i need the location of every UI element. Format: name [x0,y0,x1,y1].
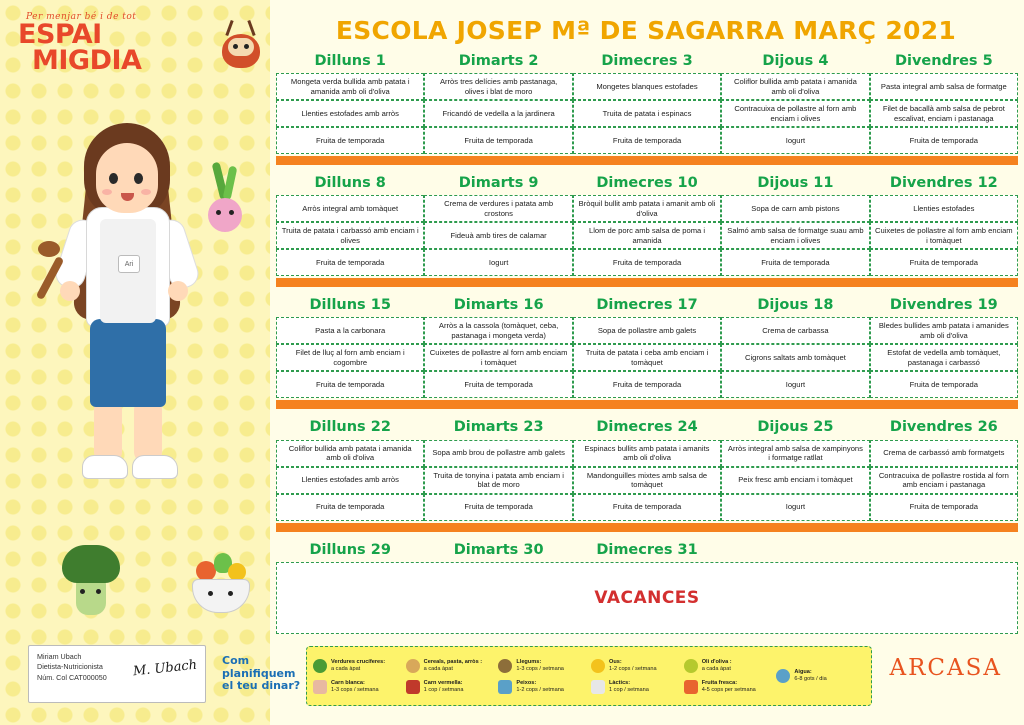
legend-label [702,680,756,694]
legend-title: Cereals, pasta, arròs : [423,658,483,665]
menu-week [276,416,1018,531]
logo-line2: MIGDIA [32,44,142,76]
legend-item [591,680,680,694]
day-header: Dijous 11 [757,175,834,192]
fish-icon [498,680,512,694]
menu-cell: Iogurt [424,249,572,276]
day-header: Divendres 26 [889,419,998,436]
red-meat-icon [406,680,420,694]
legend-sub: 6-8 gots / dia [794,676,827,682]
legend-sub: 1 cop / setmana [423,686,464,693]
legend-title: Fruita fresca: [701,679,738,686]
food-group-legend [306,646,872,706]
day-header: Dimecres 24 [596,419,698,436]
menu-cell: Fruita de temporada [573,494,721,521]
legend-label [794,669,826,683]
menu-cell: Espinacs bullits amb patata i amanits amb oli d'oliva [573,440,721,467]
bug-mascot-icon [218,18,264,70]
day-header: Divendres 5 [894,53,993,69]
menu-cell: Llenties estofades [870,195,1018,222]
dairy-icon [591,680,605,694]
day-header: Dijous 25 [757,419,834,436]
legend-column [406,652,495,700]
legumes-icon [498,659,512,673]
day-header: Dimecres 3 [601,53,693,69]
menu-row-first [276,73,1018,100]
legend-label [702,659,732,673]
legend-title: Carn blanca: [331,679,365,686]
legend-sub: 1-3 cops / setmana [331,686,379,693]
menu-cell: Filet de bacallà amb salsa de pebrot escalivat, enciam i pastanaga [870,100,1018,127]
page-title: ESCOLA JOSEP Mª DE SAGARRA MARÇ 2021 [335,16,957,45]
day-header: Divendres 19 [889,297,998,314]
week-header-row [276,539,1018,562]
week-separator [276,156,1018,165]
week-header-row [276,416,1018,439]
legend-column [313,652,402,700]
legend-label [424,680,464,694]
legend-column [591,652,680,700]
legend-column [684,652,773,700]
menu-cell: Truita de patata i carbassó amb enciam i olives [276,222,424,249]
menu-row-dessert [276,127,1018,154]
dietitian-license: Núm. Col CAT000050 [37,672,107,682]
legend-title: Verdures crucíferes: [331,658,386,665]
legend-item [498,659,587,673]
legend-sub: 1-2 cops / setmana [609,665,657,672]
legend-title: Oli d'oliva : [701,658,732,665]
legend-title: Aigua: [794,669,812,676]
vacation-banner: VACANCES [276,562,1018,634]
menu-cell: Iogurt [721,371,869,398]
legend-sub: 1-3 cops / setmana [516,665,564,672]
legend-sub: 1-2 cops / setmana [516,686,564,693]
menu-row-dessert [276,494,1018,521]
menu-cell: Arròs tres delícies amb pastanaga, olives i blat de moro [424,73,572,100]
vegetables-icon [313,659,327,673]
logo-line1: ESPAI [18,19,102,50]
menu-cell: Arròs a la cassola (tomàquet, ceba, pastanaga i mongeta verda) [424,317,572,344]
menu-cell: Pasta integral amb salsa de formatge [870,73,1018,100]
day-header: Dilluns 8 [314,175,386,192]
menu-cell: Crema de verdures i patata amb crostons [424,195,572,222]
legend-title: Làctics: [609,679,631,686]
logo-tagline: Per menjar bé i de tot [26,12,137,22]
white-meat-icon [313,680,327,694]
menu-cell: Contracuixa de pollastre rostida al forn amb enciam i pastanaga [870,467,1018,494]
legend-sub: a cada àpat [423,665,453,672]
legend-sub: a cada àpat [331,665,361,672]
bowl-mascot-icon [186,545,256,623]
dietitian-card [28,645,206,703]
menu-cell: Mandonguilles mixtes amb salsa de tomàquet [573,467,721,494]
dietitian-signature: M. Ubach [132,657,198,680]
menu-cell: Fruita de temporada [573,371,721,398]
menu-row-dessert [276,249,1018,276]
day-header: Divendres 12 [889,175,998,192]
menu-row-second [276,222,1018,249]
day-header: Dijous 4 [762,53,829,69]
legend-title: Peixos: [516,679,537,686]
week-header-row [276,294,1018,317]
menu-row-first [276,440,1018,467]
dietitian-name: Miriam Ubach [37,652,82,661]
legend-item [406,680,495,694]
menu-cell: Truita de tonyina i patata amb enciam i blat de moro [424,467,572,494]
menu-cell: Sopa de pollastre amb galets [573,317,721,344]
legend-item [313,659,402,673]
day-header: Dimarts 9 [458,175,539,192]
menu-cell: Fruita de temporada [276,127,424,154]
menu-cell: Fruita de temporada [870,371,1018,398]
legend-item [591,659,680,673]
menu-cell: Fruita de temporada [276,371,424,398]
legend-sub: 1 cop / setmana [609,686,649,693]
legend-sub: 4-5 cops per setmana [701,686,756,693]
dietitian-role: Dietista-Nutricionista [37,662,103,672]
menu-week [276,50,1018,165]
menu-cell: Fruita de temporada [573,127,721,154]
plan-line3: el teu dinar? [222,679,301,693]
legend-label [516,680,564,694]
legend-item [684,659,773,673]
plan-line2: planifiquem [222,666,296,680]
day-header: Dilluns 1 [314,53,386,69]
legend-sub: a cada àpat [701,665,731,672]
legend-title: Carn vermella: [423,679,463,686]
day-header: Dilluns 22 [309,419,391,436]
legend-label [609,680,649,694]
day-header: Dilluns 29 [309,541,391,558]
onion-mascot-icon [194,168,250,238]
day-header: Dimecres 31 [596,541,698,558]
legend-label [609,659,657,673]
legend-label [331,680,379,694]
menu-cell: Arròs integral amb salsa de xampinyons i formatge ratllat [721,440,869,467]
menu-week [276,294,1018,409]
legend-title: Llegums: [516,658,542,665]
menu-cell: Estofat de vedella amb tomàquet, pastanaga i carbassó [870,344,1018,371]
chef-face-icon [96,143,158,213]
logo-wordmark [18,19,168,76]
menu-cell: Fricandó de vedella a la jardinera [424,100,572,127]
day-header: Dimarts 23 [453,419,544,436]
menu-cell: Fruita de temporada [721,249,869,276]
menu-cell: Contracuixa de pollastre al forn amb enciam i olives [721,100,869,127]
menu-cell: Fruita de temporada [424,371,572,398]
week-header-row [276,50,1018,73]
menu-cell: Bròquil bullit amb patata i amanit amb oli d'oliva [573,195,721,222]
menu-cell: Fruita de temporada [573,249,721,276]
menu-cell: Cigrons saltats amb tomàquet [721,344,869,371]
legend-item [498,680,587,694]
day-header: Dimarts 16 [453,297,544,314]
legend-item [684,680,773,694]
day-header: Dimarts 2 [458,53,539,69]
menu-row-first [276,317,1018,344]
menu-cell: Fruita de temporada [276,249,424,276]
menu-cell: Cuixetes de pollastre al forn amb enciam i tomàquet [870,222,1018,249]
menu-cell: Iogurt [721,127,869,154]
menu-cell: Crema de carbassó amb formatgets [870,440,1018,467]
chef-badge: Ari [118,255,140,273]
legend-item [313,680,402,694]
day-header: Dilluns 15 [309,297,391,314]
menu-cell: Salmó amb salsa de formatge suau amb enciam i olives [721,222,869,249]
week-separator [276,523,1018,532]
menu-cell: Crema de carbassa [721,317,869,344]
water-icon [776,669,790,683]
menu-row-second [276,100,1018,127]
menu-cell: Arròs integral amb tomàquet [276,195,424,222]
legend-label [424,659,482,673]
menu-cell: Llenties estofades amb arròs [276,100,424,127]
legend-item [776,669,865,683]
day-header: Dijous 18 [757,297,834,314]
menu-week [276,539,1018,634]
legend-item [406,659,495,673]
legend-column [498,652,587,700]
egg-icon [591,659,605,673]
menu-cell: Truita de patata i ceba amb enciam i tomàquet [573,344,721,371]
menu-cell: Fruita de temporada [870,494,1018,521]
menu-cell: Fruita de temporada [870,127,1018,154]
cereal-icon [406,659,420,673]
legend-title: Ous: [609,658,622,665]
menu-cell: Fruita de temporada [870,249,1018,276]
menu-week [276,172,1018,287]
menu-cell: Sopa de carn amb pistons [721,195,869,222]
menu-cell: Coliflor bullida amb patata i amanida amb oli d'oliva [276,440,424,467]
week-separator [276,278,1018,287]
legend-column [776,652,865,700]
week-separator [276,400,1018,409]
menu-cell: Pasta a la carbonara [276,317,424,344]
menu-cell: Peix fresc amb enciam i tomàquet [721,467,869,494]
legend-label [516,659,564,673]
menu-cell: Fruita de temporada [424,494,572,521]
menu-row-second [276,467,1018,494]
fresh-fruit-icon [684,680,698,694]
menu-cell: Cuixetes de pollastre al forn amb enciam i tomàquet [424,344,572,371]
menu-cell: Mongeta verda bullida amb patata i amanida amb oli d'oliva [276,73,424,100]
espai-migdia-logo [18,12,168,76]
menu-cell: Iogurt [721,494,869,521]
menu-cell: Llom de porc amb salsa de poma i amanida [573,222,721,249]
menu-grid [276,50,1018,641]
day-header: Dimarts 30 [453,541,544,558]
menu-row-second [276,344,1018,371]
week-header-row [276,172,1018,195]
menu-row-dessert [276,371,1018,398]
menu-cell: Fruita de temporada [276,494,424,521]
menu-cell: Fideuà amb tires de calamar [424,222,572,249]
arcasa-brand-logo: ARCASA [889,655,1002,681]
plan-line1: Com [222,654,250,667]
legend-label [331,659,385,673]
day-header: Dimecres 10 [596,175,698,192]
menu-cell: Llenties estofades amb arròs [276,467,424,494]
broccoli-mascot-icon [56,545,126,625]
menu-cell: Sopa amb brou de pollastre amb galets [424,440,572,467]
menu-cell: Truita de patata i espinacs [573,100,721,127]
menu-cell: Filet de lluç al forn amb enciam i cogombre [276,344,424,371]
day-header: Dimecres 17 [596,297,698,314]
menu-cell: Bledes bullides amb patata i amanides amb oli d'oliva [870,317,1018,344]
menu-row-first [276,195,1018,222]
menu-cell: Fruita de temporada [424,127,572,154]
oil-icon [684,659,698,673]
menu-cell: Mongetes blanques estofades [573,73,721,100]
plan-question [222,655,302,693]
menu-cell: Coliflor bullida amb patata i amanida amb oli d'oliva [721,73,869,100]
